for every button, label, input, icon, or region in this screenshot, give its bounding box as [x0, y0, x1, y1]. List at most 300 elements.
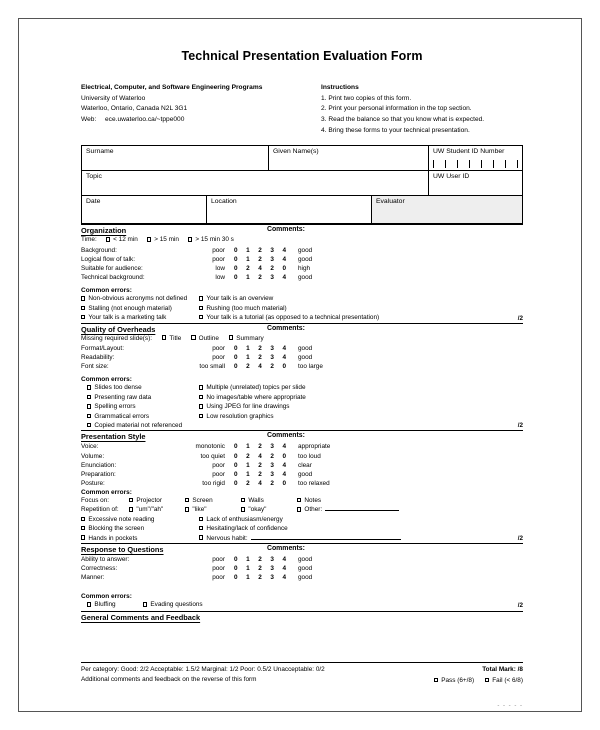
- scale-point[interactable]: 4: [258, 452, 262, 460]
- identity-row-name: [82, 146, 522, 171]
- time-option-label: < 12 min: [113, 236, 138, 244]
- criterion-name: Preparation:: [81, 470, 116, 478]
- scale-point[interactable]: 2: [258, 274, 262, 282]
- scale-point[interactable]: 0: [282, 452, 286, 460]
- scale-point[interactable]: 3: [270, 565, 274, 573]
- scale-point[interactable]: 3: [270, 274, 274, 282]
- criterion-name: Technical background:: [81, 274, 145, 282]
- scale-point[interactable]: 4: [258, 479, 262, 487]
- instruction-item: 1. Print two copies of this form.: [321, 94, 412, 102]
- scale-point[interactable]: 3: [270, 461, 274, 469]
- section-header: [81, 324, 523, 334]
- comments-label: Comments:: [267, 226, 305, 234]
- error-label: Multiple (unrelated) topics per slide: [206, 384, 306, 392]
- footer-content: [81, 663, 523, 687]
- scale-point[interactable]: 2: [270, 452, 274, 460]
- surname-field[interactable]: [82, 146, 269, 170]
- section-score: /2: [517, 314, 523, 322]
- missing-slides-label: Missing required slide(s):: [81, 334, 153, 342]
- scale-point[interactable]: 4: [282, 461, 286, 469]
- criterion-high: clear: [298, 461, 312, 469]
- scale-point[interactable]: 2: [258, 354, 262, 362]
- checkbox-icon[interactable]: [87, 404, 91, 408]
- criterion-scale[interactable]: [225, 353, 291, 362]
- repetition-option-label: "okay": [248, 506, 267, 514]
- checkbox-icon[interactable]: [199, 315, 203, 319]
- criterion-scale[interactable]: [225, 273, 291, 282]
- checkbox-icon[interactable]: [81, 517, 85, 521]
- scale-point[interactable]: 2: [258, 256, 262, 264]
- scale-point[interactable]: 4: [258, 265, 262, 273]
- criterion-scale[interactable]: [225, 264, 291, 273]
- error-option[interactable]: [81, 515, 199, 524]
- scale-point[interactable]: 4: [282, 574, 286, 582]
- scale-point[interactable]: 2: [246, 363, 250, 371]
- error-option[interactable]: [199, 515, 283, 524]
- fail-option[interactable]: [485, 677, 523, 684]
- criterion-name: Volume:: [81, 452, 105, 460]
- scale-point[interactable]: 1: [246, 555, 250, 563]
- scale-point[interactable]: 1: [246, 443, 250, 451]
- error-option[interactable]: [199, 313, 379, 322]
- criterion-high: high: [298, 265, 311, 273]
- error-label: No images/table where appropriate: [206, 393, 306, 401]
- scale-point[interactable]: 3: [270, 345, 274, 353]
- instruction-item: 4. Bring these forms to your technical presentation.: [321, 126, 470, 134]
- error-option[interactable]: [81, 534, 199, 543]
- scale-point[interactable]: 0: [234, 265, 238, 273]
- checkbox-icon[interactable]: [185, 507, 189, 511]
- scale-point[interactable]: 2: [270, 479, 274, 487]
- criterion-scale[interactable]: [225, 246, 291, 255]
- criterion-scale[interactable]: [225, 255, 291, 264]
- checkbox-icon[interactable]: [188, 237, 192, 241]
- criterion-name: Format/Layout:: [81, 345, 124, 353]
- scale-point[interactable]: 0: [234, 574, 238, 582]
- surname-label: Surname: [86, 148, 114, 156]
- other-write-in-line[interactable]: [325, 510, 399, 511]
- checkbox-icon[interactable]: [143, 602, 147, 606]
- signature-line: - - - - -: [497, 703, 523, 710]
- missing-option-label: Summary: [236, 334, 264, 342]
- time-row: [81, 235, 523, 245]
- common-errors-list: [81, 294, 523, 322]
- scale-point[interactable]: 2: [258, 443, 262, 451]
- scale-point[interactable]: 0: [282, 479, 286, 487]
- scale-point[interactable]: 2: [246, 452, 250, 460]
- criterion-high: good: [298, 574, 313, 582]
- scale-point[interactable]: 3: [270, 443, 274, 451]
- time-option-over15[interactable]: [147, 235, 179, 245]
- checkbox-icon[interactable]: [129, 507, 133, 511]
- criteria-list: [81, 246, 523, 282]
- missing-option-title[interactable]: [162, 334, 181, 344]
- scale-point[interactable]: 2: [246, 265, 250, 273]
- time-option-under12[interactable]: [106, 235, 138, 245]
- instructions-block: [321, 83, 523, 136]
- error-label: Hesitating/lack of confidence: [206, 525, 288, 533]
- checkbox-icon[interactable]: [297, 498, 301, 502]
- criterion-low: too rigid: [202, 479, 225, 487]
- criterion-low: monotonic: [195, 443, 225, 451]
- web-value: ece.uwaterloo.ca/~tppe000: [105, 116, 185, 124]
- scale-point[interactable]: 0: [234, 363, 238, 371]
- error-row: [81, 515, 523, 524]
- scale-point[interactable]: 2: [258, 574, 262, 582]
- criterion-scale[interactable]: [225, 555, 291, 564]
- focus-option-notes[interactable]: [297, 496, 353, 505]
- criterion-scale[interactable]: [225, 564, 291, 573]
- scale-point[interactable]: 0: [234, 565, 238, 573]
- checkbox-icon[interactable]: [147, 237, 151, 241]
- time-option-over1530[interactable]: [188, 235, 234, 245]
- scale-point[interactable]: 2: [258, 565, 262, 573]
- repetition-option-um[interactable]: [129, 505, 185, 514]
- focus-label: Focus on:: [81, 496, 110, 504]
- criterion-scale[interactable]: [225, 461, 291, 470]
- scale-point[interactable]: 1: [246, 274, 250, 282]
- checkbox-icon[interactable]: [199, 395, 203, 399]
- date-field[interactable]: [82, 196, 207, 223]
- checkbox-icon[interactable]: [81, 526, 85, 530]
- error-option[interactable]: [199, 383, 306, 392]
- error-label: Your talk is a marketing talk: [88, 314, 167, 322]
- criterion-name: Readability:: [81, 354, 115, 362]
- student-id-digit-ticks: [433, 159, 518, 168]
- common-errors-list: [81, 496, 523, 543]
- section-score: /2: [517, 534, 523, 542]
- error-row: [81, 402, 523, 411]
- scale-point[interactable]: 0: [234, 443, 238, 451]
- scale-point[interactable]: 3: [270, 246, 274, 254]
- error-option[interactable]: [199, 402, 290, 411]
- error-label: Non-obvious acronyms not defined: [88, 295, 188, 303]
- checkbox-icon[interactable]: [199, 517, 203, 521]
- checkbox-icon[interactable]: [81, 535, 85, 539]
- identity-table: [81, 145, 523, 224]
- criterion-name: Posture:: [81, 479, 105, 487]
- error-label: Excessive note reading: [88, 515, 155, 523]
- scale-point[interactable]: 3: [270, 354, 274, 362]
- criterion-high: good: [298, 256, 313, 264]
- scale-point[interactable]: 4: [258, 363, 262, 371]
- identity-row-topic: [82, 171, 522, 196]
- total-mark: [434, 665, 523, 675]
- scale-point[interactable]: 4: [282, 274, 286, 282]
- checkbox-icon[interactable]: [199, 414, 203, 418]
- scale-point[interactable]: 1: [246, 461, 250, 469]
- scale-point[interactable]: 0: [234, 274, 238, 282]
- criterion-low: poor: [212, 354, 225, 362]
- nervous-habit-option[interactable]: [199, 534, 401, 543]
- checkbox-icon[interactable]: [87, 395, 91, 399]
- scale-point[interactable]: 0: [234, 354, 238, 362]
- general-comments-writing-area[interactable]: [81, 622, 523, 662]
- error-option[interactable]: [199, 304, 287, 313]
- section-title: Presentation Style: [81, 432, 146, 442]
- checkbox-icon[interactable]: [81, 296, 85, 300]
- given-names-field[interactable]: [269, 146, 429, 170]
- scale-point[interactable]: 4: [282, 246, 286, 254]
- criterion-scale[interactable]: [225, 344, 291, 353]
- checkbox-icon[interactable]: [106, 237, 110, 241]
- scale-point[interactable]: 1: [246, 246, 250, 254]
- criterion-name: Ability to answer:: [81, 555, 130, 563]
- repetition-option-okay[interactable]: [241, 505, 297, 514]
- error-option[interactable]: [81, 421, 182, 430]
- criterion-row: [81, 573, 523, 582]
- pass-option[interactable]: [434, 677, 474, 684]
- scale-point[interactable]: 0: [234, 345, 238, 353]
- section-score: /2: [517, 601, 523, 609]
- criterion-scale[interactable]: [225, 479, 291, 488]
- missing-option-label: Title: [169, 334, 182, 342]
- criterion-low: poor: [212, 256, 225, 264]
- scale-point[interactable]: 0: [234, 246, 238, 254]
- time-option-label: > 15 min 30 s: [195, 236, 234, 244]
- per-category-legend: Per category: Good: 2/2 Acceptable: 1.5/2 Marginal: 1/2 Poor: 0.5/2 Unacceptable: 0/2: [81, 665, 325, 673]
- checkbox-icon[interactable]: [199, 535, 203, 539]
- error-label: Low resolution graphics: [206, 412, 274, 420]
- criterion-row: [81, 479, 523, 488]
- error-label: Grammatical errors: [94, 412, 150, 420]
- criterion-low: poor: [212, 246, 225, 254]
- repetition-option-other[interactable]: [297, 505, 399, 514]
- error-row: [81, 524, 523, 533]
- error-option[interactable]: [81, 412, 199, 421]
- evaluator-field[interactable]: [372, 196, 522, 223]
- checkbox-icon[interactable]: [129, 498, 133, 502]
- scale-point[interactable]: 0: [234, 461, 238, 469]
- checkbox-icon[interactable]: [87, 385, 91, 389]
- scale-point[interactable]: 3: [270, 574, 274, 582]
- focus-option-projector[interactable]: [129, 496, 185, 505]
- criterion-high: good: [298, 246, 313, 254]
- checkbox-icon[interactable]: [81, 306, 85, 310]
- error-label: Presenting raw data: [94, 393, 152, 401]
- general-comments-title: General Comments and Feedback: [81, 612, 201, 622]
- criterion-name: Logical flow of talk:: [81, 256, 135, 264]
- error-label: Slides too dense: [94, 384, 142, 392]
- error-label: Nervous habit:: [206, 534, 248, 542]
- error-label: Evading questions: [150, 601, 203, 609]
- checkbox-icon[interactable]: [87, 602, 91, 606]
- scale-point[interactable]: 0: [282, 363, 286, 371]
- missing-option-summary[interactable]: [229, 334, 264, 344]
- criterion-scale[interactable]: [225, 362, 291, 371]
- time-option-label: > 15 min: [154, 236, 179, 244]
- error-option[interactable]: [81, 393, 199, 402]
- scale-point[interactable]: 2: [270, 363, 274, 371]
- error-option[interactable]: [199, 412, 274, 421]
- topic-field[interactable]: [82, 171, 429, 195]
- scale-point[interactable]: 1: [246, 256, 250, 264]
- repetition-option-label: "like": [192, 506, 207, 514]
- checkbox-icon[interactable]: [485, 678, 489, 682]
- org-address: Waterloo, Ontario, Canada N2L 3G1: [81, 105, 188, 113]
- repetition-option-label: Other:: [304, 506, 323, 514]
- checkbox-icon[interactable]: [297, 507, 301, 511]
- checkbox-icon[interactable]: [191, 335, 195, 339]
- criterion-row: [81, 264, 523, 273]
- criterion-row: [81, 344, 523, 353]
- checkbox-icon[interactable]: [241, 498, 245, 502]
- scale-point[interactable]: 1: [246, 565, 250, 573]
- criterion-high: too relaxed: [298, 479, 330, 487]
- scale-point[interactable]: 1: [246, 345, 250, 353]
- error-option[interactable]: [81, 313, 199, 322]
- checkbox-icon[interactable]: [199, 404, 203, 408]
- scale-point[interactable]: 0: [234, 452, 238, 460]
- scale-point[interactable]: 0: [282, 265, 286, 273]
- error-label: Lack of enthusiasm/energy: [206, 515, 283, 523]
- checkbox-icon[interactable]: [229, 335, 233, 339]
- missing-option-label: Outline: [198, 334, 219, 342]
- checkbox-icon[interactable]: [185, 498, 189, 502]
- scale-point[interactable]: 4: [282, 470, 286, 478]
- total-mark-value[interactable]: /8: [517, 665, 523, 673]
- header-block: [81, 83, 523, 136]
- checkbox-icon[interactable]: [162, 335, 166, 339]
- criterion-scale[interactable]: [225, 470, 291, 479]
- criteria-list: [81, 442, 523, 487]
- scale-point[interactable]: 3: [270, 470, 274, 478]
- checkbox-icon[interactable]: [434, 678, 438, 682]
- criterion-high: appropriate: [298, 443, 331, 451]
- scale-point[interactable]: 1: [246, 470, 250, 478]
- section-response-to-questions: [81, 543, 523, 610]
- total-mark-block: [434, 665, 523, 687]
- scale-point[interactable]: 3: [270, 256, 274, 264]
- time-label: Time:: [81, 236, 97, 244]
- nervous-habit-write-in-line[interactable]: [251, 539, 401, 540]
- error-option[interactable]: [81, 294, 199, 303]
- criterion-high: good: [298, 274, 313, 282]
- error-row: [81, 421, 523, 430]
- criterion-scale[interactable]: [225, 452, 291, 461]
- criterion-name: Correctness:: [81, 565, 118, 573]
- comments-label: Comments:: [267, 432, 305, 440]
- form-page: [18, 18, 582, 712]
- additional-comments-note: Additional comments and feedback on the reverse of this form: [81, 676, 257, 684]
- error-option[interactable]: [81, 304, 199, 313]
- focus-option-walls[interactable]: [241, 496, 297, 505]
- error-option[interactable]: [81, 383, 199, 392]
- checkbox-icon[interactable]: [87, 414, 91, 418]
- given-names-label: Given Name(s): [273, 148, 319, 156]
- criterion-scale[interactable]: [225, 573, 291, 582]
- error-label: Copied material not referenced: [94, 422, 183, 430]
- checkbox-icon[interactable]: [199, 385, 203, 389]
- checkbox-icon[interactable]: [241, 507, 245, 511]
- error-label: Rushing (too much material): [206, 304, 287, 312]
- location-label: Location: [211, 198, 237, 206]
- topic-label: Topic: [86, 173, 102, 181]
- repetition-option-like[interactable]: [185, 505, 241, 514]
- user-id-field[interactable]: [429, 171, 522, 195]
- criteria-list: [81, 555, 523, 582]
- location-field[interactable]: [207, 196, 372, 223]
- error-option[interactable]: [81, 402, 199, 411]
- criterion-row: [81, 442, 523, 451]
- common-errors-list: [81, 383, 523, 430]
- criterion-row: [81, 470, 523, 479]
- student-id-field[interactable]: [429, 146, 522, 170]
- page-title: Technical Presentation Evaluation Form: [181, 49, 423, 63]
- common-errors-label: Common errors:: [81, 488, 132, 496]
- scale-point[interactable]: 2: [258, 555, 262, 563]
- criterion-name: Voice:: [81, 443, 99, 451]
- criterion-scale[interactable]: [225, 442, 291, 451]
- missing-option-outline[interactable]: [191, 334, 219, 344]
- instructions-title: Instructions: [321, 84, 359, 91]
- focus-option-label: Notes: [304, 496, 322, 504]
- criterion-low: too quiet: [200, 452, 225, 460]
- error-option[interactable]: [199, 393, 306, 402]
- criterion-low: poor: [212, 565, 225, 573]
- checkbox-icon[interactable]: [199, 306, 203, 310]
- criterion-row: [81, 353, 523, 362]
- scale-point[interactable]: 4: [282, 565, 286, 573]
- checkbox-icon[interactable]: [199, 526, 203, 530]
- scale-point[interactable]: 2: [270, 265, 274, 273]
- missing-slides-row: [81, 334, 523, 344]
- checkbox-icon[interactable]: [199, 296, 203, 300]
- scale-point[interactable]: 3: [270, 555, 274, 563]
- scale-point[interactable]: 1: [246, 574, 250, 582]
- repetition-option-label: "um"/"ah": [136, 506, 164, 514]
- scale-point[interactable]: 0: [234, 479, 238, 487]
- scale-point[interactable]: 1: [246, 354, 250, 362]
- criterion-name: Enunciation:: [81, 461, 117, 469]
- error-option[interactable]: [81, 524, 199, 533]
- criterion-high: too large: [298, 363, 323, 371]
- fail-label: Fail (< 6/8): [492, 677, 523, 685]
- checkbox-icon[interactable]: [81, 315, 85, 319]
- section-header: [81, 225, 523, 235]
- scale-point[interactable]: 4: [282, 555, 286, 563]
- focus-option-screen[interactable]: [185, 496, 241, 505]
- criterion-low: poor: [212, 574, 225, 582]
- scale-point[interactable]: 4: [282, 345, 286, 353]
- focus-row: [81, 496, 523, 505]
- scale-point[interactable]: 2: [258, 345, 262, 353]
- org-programs: Electrical, Computer, and Software Engineering Programs: [81, 84, 263, 91]
- criterion-row: [81, 564, 523, 573]
- scale-point[interactable]: 4: [282, 443, 286, 451]
- scale-point[interactable]: 4: [282, 354, 286, 362]
- scale-point[interactable]: 2: [246, 479, 250, 487]
- error-option[interactable]: [199, 294, 273, 303]
- scale-point[interactable]: 4: [282, 256, 286, 264]
- error-option-evading[interactable]: [143, 600, 203, 609]
- scale-point[interactable]: 2: [258, 470, 262, 478]
- scale-point[interactable]: 2: [258, 461, 262, 469]
- criterion-high: good: [298, 555, 313, 563]
- error-row: [81, 534, 523, 543]
- scale-point[interactable]: 0: [234, 470, 238, 478]
- focus-option-label: Walls: [248, 496, 264, 504]
- error-option[interactable]: [199, 524, 288, 533]
- scale-point[interactable]: 0: [234, 256, 238, 264]
- checkbox-icon[interactable]: [87, 423, 91, 427]
- criterion-low: poor: [212, 461, 225, 469]
- scale-point[interactable]: 0: [234, 555, 238, 563]
- criterion-low: poor: [212, 555, 225, 563]
- criterion-row: [81, 362, 523, 371]
- scale-point[interactable]: 2: [258, 246, 262, 254]
- error-option-bluffing[interactable]: [81, 600, 143, 609]
